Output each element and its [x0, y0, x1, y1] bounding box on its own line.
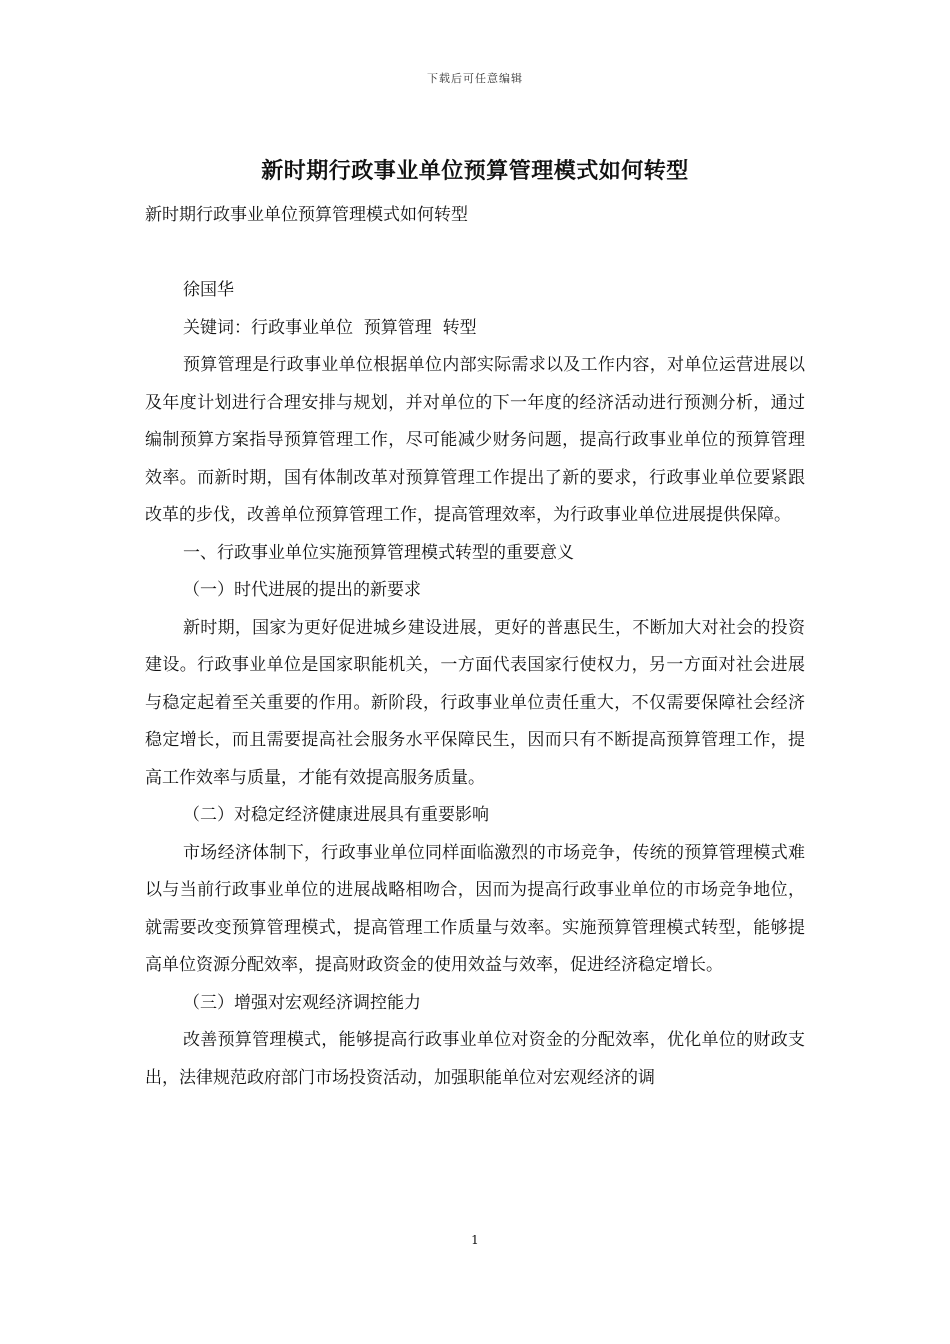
author: 徐国华 [183, 280, 234, 300]
sub3-heading: （三）增强对宏观经济调控能力 [183, 992, 421, 1013]
sub3-body: 改善预算管理模式，能够提高行政事业单位对资金的分配效率，优化单位的财政支出，法律规范政府部门市场投资活动，加强职能单位对宏观经济的调 [145, 1030, 805, 1088]
section1-heading: 一、行政事业单位实施预算管理模式转型的重要意义 [183, 542, 574, 563]
intro-paragraph: 预算管理是行政事业单位根据单位内部实际需求以及工作内容，对单位运营进展以及年度计划进行合理安排与规划，并对单位的下一年度的经济活动进行预测分析，通过编制预算方案指导预算管理工作，尽可能减少财务问题，提高行政事业单位的预算管理效率。而新时期，国有体制改革对预算管理工作提出了新的要求，行政事业单位要紧跟改革的步伐，改善单位预算管理工作，提高管理效率，为行政事业单位进展提供保障。 [145, 355, 805, 525]
blank-line [145, 235, 805, 273]
page-number: 1 [471, 1233, 479, 1247]
sub2-body: 市场经济体制下，行政事业单位同样面临激烈的市场竞争，传统的预算管理模式难以与当前行政事业单位的进展战略相吻合，因而为提高行政事业单位的市场竞争地位，就需要改变预算管理模式，提高管理工作质量与效率。实施预算管理模式转型，能够提高单位资源分配效率，提高财政资金的使用效益与效率，促进经济稳定增长。 [145, 842, 805, 975]
header-note: 下载后可任意编辑 [427, 72, 523, 85]
subtitle: 新时期行政事业单位预算管理模式如何转型 [145, 205, 468, 225]
sub1-body: 新时期，国家为更好促进城乡建设进展，更好的普惠民生，不断加大对社会的投资建设。行政事业单位是国家职能机关，一方面代表国家行使权力，另一方面对社会进展与稳定起着至关重要的作用。新阶段，行政事业单位责任重大，不仅需要保障社会经济稳定增长，而且需要提高社会服务水平保障民生，因而只有不断提高预算管理工作，提高工作效率与质量，才能有效提高服务质量。 [145, 617, 805, 788]
sub1-heading: （一）时代进展的提出的新要求 [183, 580, 421, 600]
document-body [145, 197, 805, 1097]
sub2-heading: （二）对稳定经济健康进展具有重要影响 [183, 805, 489, 825]
page-title: 新时期行政事业单位预算管理模式如何转型 [261, 158, 689, 184]
keywords: 关键词：行政事业单位 预算管理 转型 [183, 317, 477, 338]
